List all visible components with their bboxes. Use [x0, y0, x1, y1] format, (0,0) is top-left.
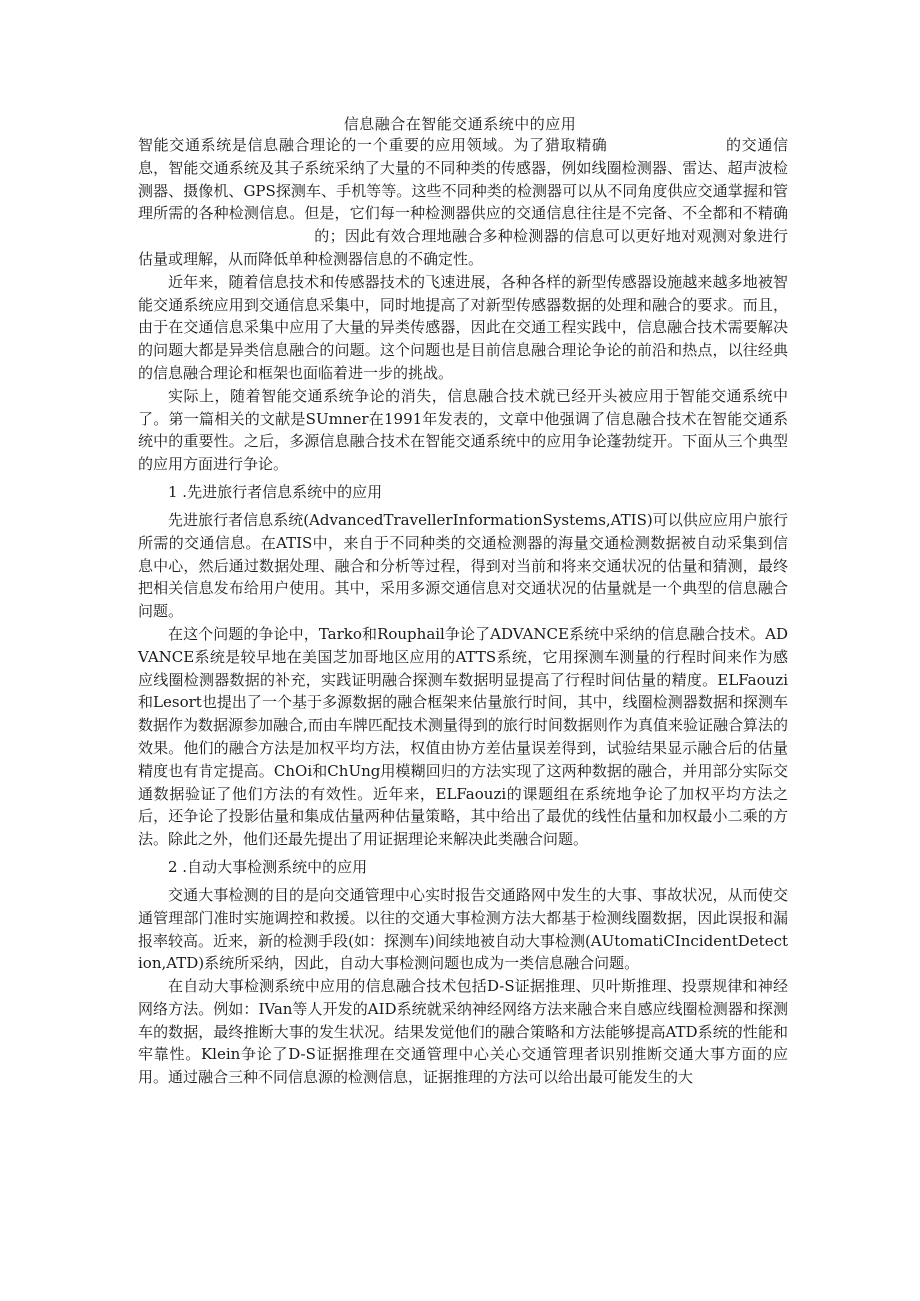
- body-paragraph: 近年来，随着信息技术和传感器技术的飞速进展，各种各样的新型传感器设施越来越多地被智能交通系统应用到交通信息采集中，同时地提高了对新型传感器数据的处理和融合的要求。而且，由于在交通信息采集中应用了大量的异类传感器，因此在交通工程实践中，信息融合技术需要解决的问题大都是异类信息融合的问题。这个问题也是目前信息融合理论争论的前沿和热点，以往经典的信息融合理论和框架也面临着进一步的挑战。: [138, 272, 788, 382]
- intro-text-part1: 智能交通系统是信息融合理论的一个重要的应用领域。为了猎取精确: [138, 136, 608, 154]
- document-title: 信息融合在智能交通系统中的应用: [343, 115, 577, 133]
- intro-text-part3: 的；因此有效合理地融合多种检测器的信息可以更好地对观测对象进行估量或理解，从而降低单种检测器信息的不确定性。: [138, 227, 788, 268]
- document-body: [138, 134, 788, 1089]
- body-paragraph: 交通大事检测的目的是向交通管理中心实时报告交通路网中发生的大事、事故状况，从而使交通管理部门准时实施调控和救援。以往的交通大事检测方法大都基于检测线圈数据，因此误报和漏报率较高。近来，新的检测手段(如：探测车)间续地被自动大事检测(AUtomatiCIncidentDetection,ATD)系统所采纳，因此，自动大事检测问题也成为一类信息融合问题。: [138, 885, 788, 973]
- body-paragraph: 在自动大事检测系统中应用的信息融合技术包括D-S证据推理、贝叶斯推理、投票规律和神经网络方法。例如：IVan等人开发的AID系统就采纳神经网络方法来融合来自感应线圈检测器和探测车的数据，最终推断大事的发生状况。结果发觉他们的融合策略和方法能够提高ATD系统的性能和牢靠性。Klein争论了D-S证据推理在交通管理中心关心交通管理者识别推断交通大事方面的应用。通过融合三种不同信息源的检测信息，证据推理的方法可以给出最可能发生的大: [138, 977, 788, 1087]
- intro-paragraph: [138, 134, 788, 271]
- body-paragraph: 先进旅行者信息系统(AdvancedTravellerInformationSystems,ATIS)可以供应应用户旅行所需的交通信息。在ATIS中，来自于不同种类的交通检测器的海量交通检测数据被自动采集到信息中心，然后通过数据处理、融合和分析等过程，得到对当前和将来交通状况的估量和猜测，最终把相关信息发布给用户使用。其中，采用多源交通信息对交通状况的估量就是一个典型的信息融合问题。: [138, 510, 788, 621]
- section-heading-atis: 1 .先进旅行者信息系统中的应用: [168, 482, 383, 501]
- intro-text-part2: 的交通信息，智能交通系统及其子系统采纳了大量的不同种类的传感器，例如线圈检测器、雷达、超声波检测器、摄像机、GPS探测车、手机等等。这些不同种类的检测器可以从不同角度供应交通掌握和管理所需的各种检测信息。但是，它们每一种检测器供应的交通信息往往是不完备、不全都和不精确: [138, 136, 788, 223]
- body-paragraph: 实际上，随着智能交通系统争论的消失，信息融合技术就已经开头被应用于智能交通系统中了。第一篇相关的文献是SUmner在1991年发表的，文章中他强调了信息融合技术在智能交通系统中的重要性。之后，多源信息融合技术在智能交通系统中的应用争论蓬勃绽开。下面从三个典型的应用方面进行争论。: [138, 386, 788, 474]
- section-heading-atd: 2 .自动大事检测系统中的应用: [168, 857, 368, 876]
- body-paragraph: 在这个问题的争论中，Tarko和Rouphail争论了ADVANCE系统中采纳的信息融合技术。ADVANCE系统是较早地在美国芝加哥地区应用的ATTS系统，它用探测车测量的行程时间来作为感应线圈检测器数据的补充，实践证明融合探测车数据明显提高了行程时间估量的精度。ELFaouzi和Lesort也提出了一个基于多源数据的融合框架来估量旅行时间，其中，线圈检测器数据和探测车数据作为数据源参加融合,而由车牌匹配技术测量得到的旅行时间数据则作为真值来验证融合算法的效果。他们的融合方法是加权平均方法，权值由协方差估量误差得到，试验结果显示融合后的估量精度也有肯定提高。ChOi和ChUng用模糊回归的方法实现了这两种数据的融合，并用部分实际交通数据验证了他们方法的有效性。近年来，ELFaouzi的课题组在系统地争论了加权平均方法之后，还争论了投影估量和集成估量两种估量策略，其中给出了最优的线性估量和加权最小二乘的方法。除此之外，他们还最先提出了用证据理论来解决此类融合问题。: [138, 624, 788, 849]
